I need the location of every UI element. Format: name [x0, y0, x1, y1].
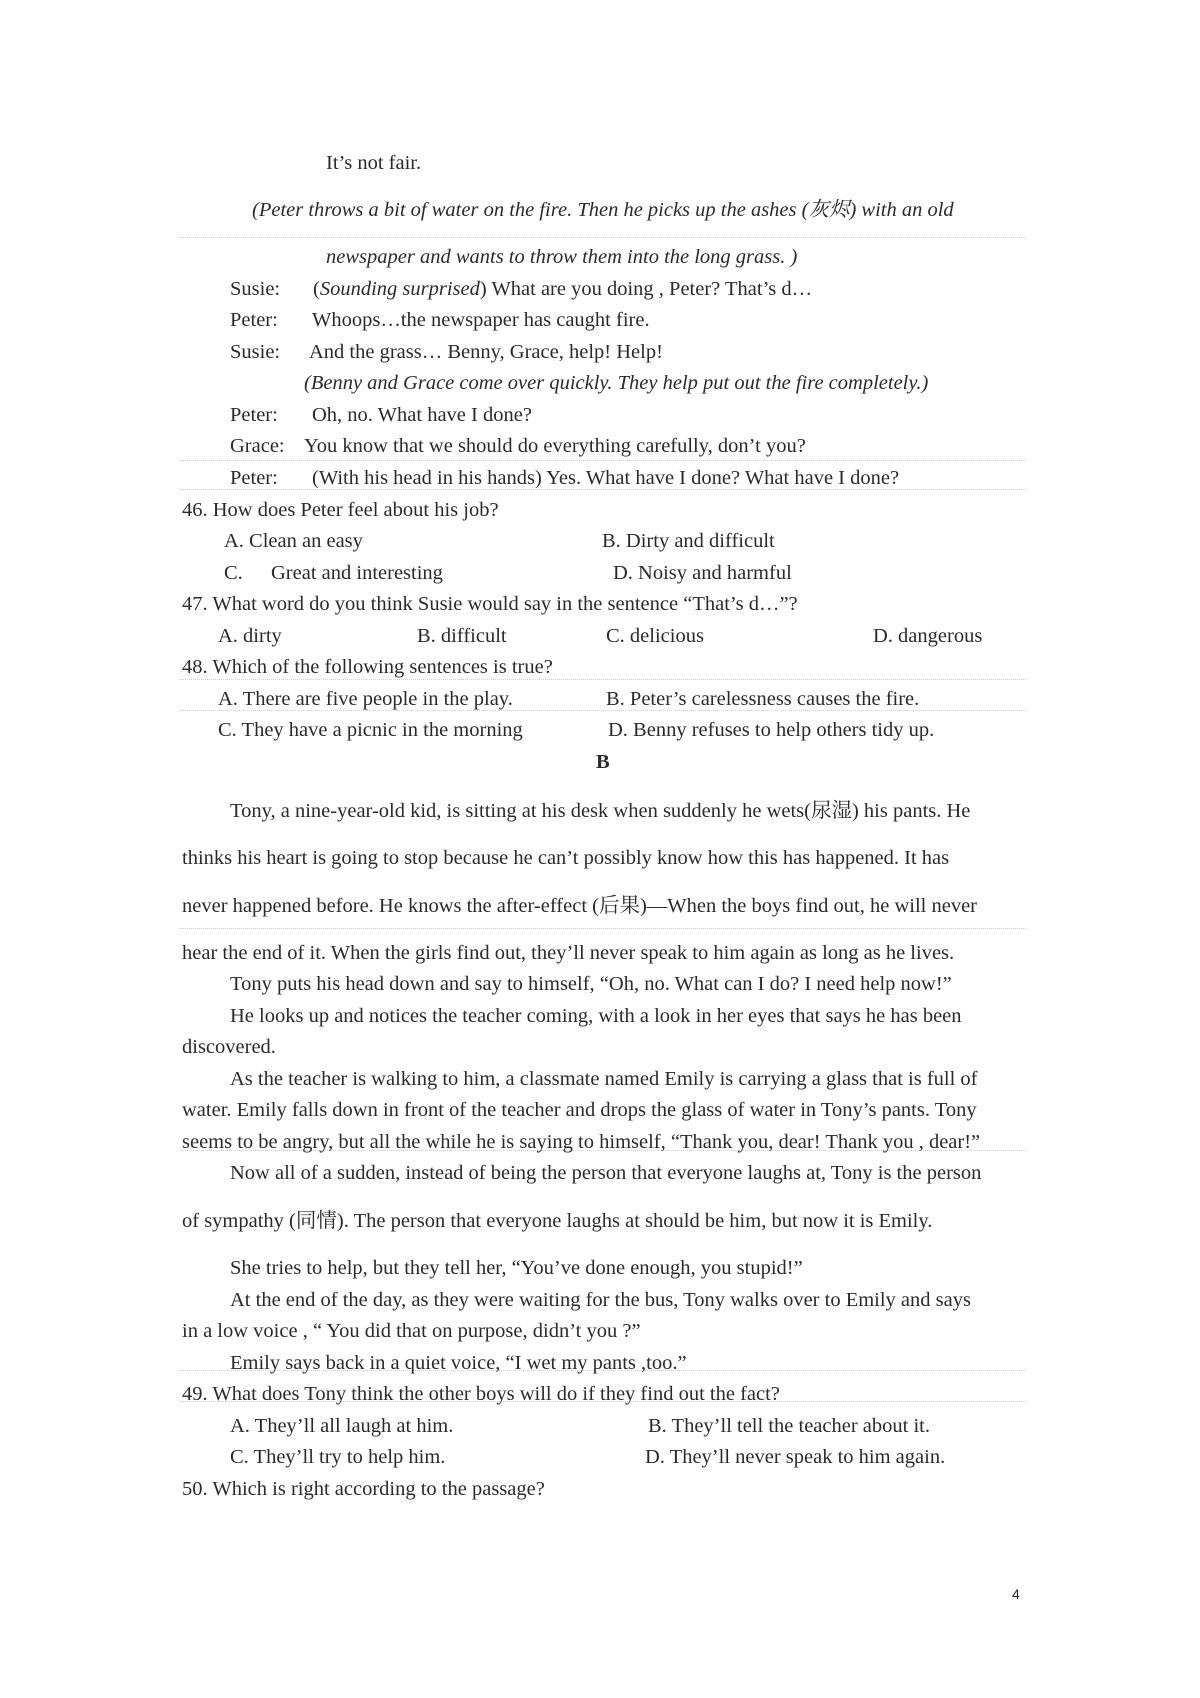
dotted-separator [180, 460, 1026, 461]
dialogue-text: Oh, no. What have I done? [312, 404, 532, 426]
passage-line: hear the end of it. When the girls find out, they’ll never speak to him again as long as he lives. [182, 942, 955, 964]
stage-direction: (Benny and Grace come over quickly. They help put out the fire completely.) [304, 372, 929, 394]
dialogue-line [230, 405, 532, 426]
dialogue-line [230, 436, 806, 457]
dialogue-text: (With his head in his hands) Yes. What have I done? What have I done? [312, 467, 900, 489]
dialogue-line [230, 279, 812, 300]
speaker-name: Peter: [230, 467, 278, 489]
speaker-name: Grace: [230, 435, 285, 457]
speaker-name: Peter: [230, 309, 278, 331]
passage-line: Tony puts his head down and say to himself, “Oh, no. What can I do? I need help now!” [230, 973, 952, 995]
question-stem: 46. How does Peter feel about his job? [182, 499, 499, 521]
page-number: 4 [1012, 1586, 1020, 1602]
option-d: D. Noisy and harmful [613, 562, 792, 584]
passage-line: She tries to help, but they tell her, “You’ve done enough, you stupid!” [230, 1257, 803, 1279]
question-stem: 50. Which is right according to the passage? [182, 1478, 545, 1500]
dialogue-open-paren: ( [313, 278, 320, 300]
option-text: Great and interesting [271, 562, 443, 584]
passage-line: discovered. [182, 1036, 276, 1058]
option-a: A. Clean an easy [224, 530, 363, 552]
passage-line: water. Emily falls down in front of the teacher and drops the glass of water in Tony’s pants. Tony [182, 1099, 977, 1121]
section-heading: B [596, 751, 610, 773]
option-c: C. They have a picnic in the morning [218, 719, 523, 741]
option-d: D. dangerous [873, 625, 983, 647]
option-a: A. There are five people in the play. [218, 688, 513, 710]
dialogue-text: And the grass… Benny, Grace, help! Help! [309, 341, 663, 363]
question-stem: 47. What word do you think Susie would say in the sentence “That’s d…”? [182, 593, 798, 615]
option-letter: C. [224, 562, 243, 584]
option-a: A. dirty [218, 625, 282, 647]
dialogue-line [230, 342, 663, 363]
speaker-name: Susie: [230, 341, 281, 363]
stage-direction: (Peter throws a bit of water on the fire. Then he picks up the ashes (灰烬) with an old [252, 199, 954, 221]
passage-line: As the teacher is walking to him, a classmate named Emily is carrying a glass that is full of [230, 1068, 978, 1090]
passage-line: never happened before. He knows the after-effect (后果)—When the boys find out, he will never [182, 895, 977, 917]
dotted-separator [180, 237, 1026, 238]
passage-line: Tony, a nine-year-old kid, is sitting at his desk when suddenly he wets(尿湿) his pants. He [230, 800, 971, 822]
passage-line: in a low voice , “ You did that on purpose, didn’t you ?” [182, 1320, 641, 1342]
dialogue-text: Whoops…the newspaper has caught fire. [312, 309, 650, 331]
play-line: It’s not fair. [326, 152, 422, 174]
option-b: B. Peter’s carelessness causes the fire. [606, 688, 920, 710]
option-d: D. They’ll never speak to him again. [645, 1446, 946, 1468]
dialogue-line [230, 310, 650, 331]
question-stem: 49. What does Tony think the other boys will do if they find out the fact? [182, 1383, 780, 1405]
option-b: B. Dirty and difficult [602, 530, 775, 552]
stage-direction: Sounding surprised [319, 278, 480, 300]
option-b: B. difficult [417, 625, 507, 647]
dotted-separator [180, 710, 1026, 711]
passage-line: He looks up and notices the teacher coming, with a look in her eyes that says he has been [230, 1005, 962, 1027]
dialogue-text: ) What are you doing , Peter? That’s d… [479, 278, 813, 300]
dotted-separator [180, 679, 1026, 680]
question-stem: 48. Which of the following sentences is true? [182, 656, 553, 678]
speaker-name: Susie: [230, 278, 281, 300]
passage-line: thinks his heart is going to stop because he can’t possibly know how this has happened. It has [182, 847, 950, 869]
option-c: C. They’ll try to help him. [230, 1446, 446, 1468]
stage-direction: newspaper and wants to throw them into the long grass. ) [326, 246, 798, 268]
option-d: D. Benny refuses to help others tidy up. [608, 719, 935, 741]
option-b: B. They’ll tell the teacher about it. [648, 1415, 930, 1437]
dialogue-line [230, 468, 899, 489]
speaker-name: Peter: [230, 404, 278, 426]
passage-line: Now all of a sudden, instead of being the person that everyone laughs at, Tony is the person [230, 1162, 982, 1184]
option-a: A. They’ll all laugh at him. [230, 1415, 454, 1437]
passage-line: of sympathy (同情). The person that everyone laughs at should be him, but now it is Emily. [182, 1210, 933, 1232]
option-c [224, 563, 443, 584]
dialogue-text: You know that we should do everything carefully, don’t you? [304, 435, 806, 457]
passage-line: Emily says back in a quiet voice, “I wet my pants ,too.” [230, 1352, 687, 1374]
option-c: C. delicious [606, 625, 704, 647]
dotted-separator [180, 928, 1026, 929]
dotted-separator [180, 489, 1026, 490]
passage-line: At the end of the day, as they were waiting for the bus, Tony walks over to Emily and says [230, 1289, 971, 1311]
passage-line: seems to be angry, but all the while he is saying to himself, “Thank you, dear! Thank you , dear!” [182, 1131, 981, 1153]
